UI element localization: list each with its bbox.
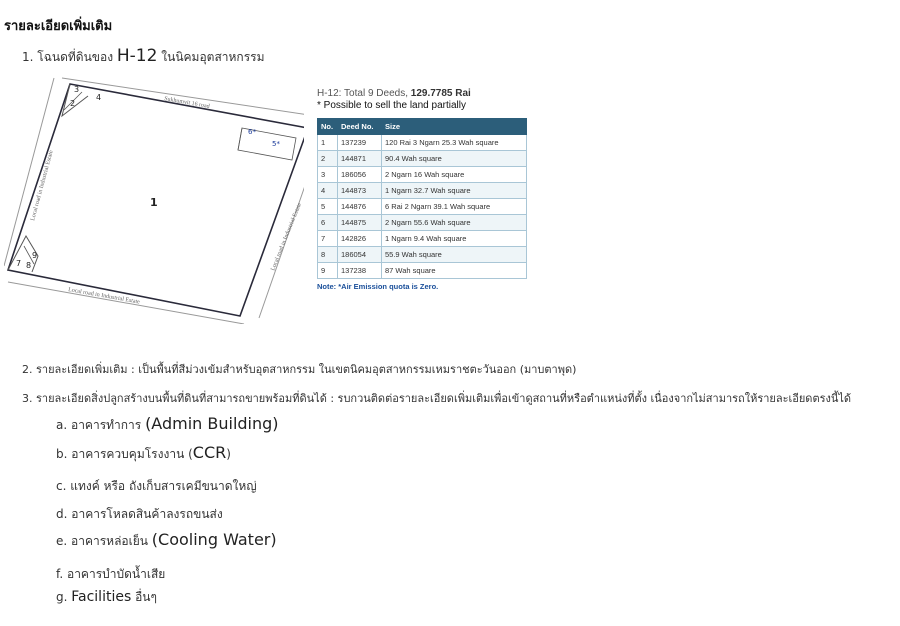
- col-no: No.: [318, 119, 338, 135]
- cell-size: 90.4 Wah square: [382, 151, 527, 167]
- table-row: [318, 167, 527, 183]
- sub-g-en: Facilities: [71, 589, 132, 605]
- sub-item-b: [56, 443, 231, 464]
- item-1-prefix: 1. โฉนดที่ดินของ: [22, 50, 117, 64]
- cell-size: 1 Ngarn 9.4 Wah square: [382, 231, 527, 247]
- cell-no: 9: [318, 263, 338, 279]
- deeds-panel: [317, 88, 527, 291]
- cell-no: 7: [318, 231, 338, 247]
- land-plot-map: [4, 76, 304, 324]
- cell-no: 1: [318, 135, 338, 151]
- item-3-buildings: 3. รายละเอียดสิ่งปลูกสร้างบนพื้นที่ดินที่สามารถขายพร้อมที่ดินได้ : รบกวนติดต่อรายละเอียดเพิ่มเติมเพื่อเข้าดูสถานที่หรือตำแหน่งที่ตั้ง เนื่องจากไม่สามารถให้รายละเอียดตรงนี้ได้: [22, 392, 852, 405]
- cell-deed: 144875: [338, 215, 382, 231]
- plot-label-8: 8: [26, 261, 32, 270]
- cell-deed: 142826: [338, 231, 382, 247]
- section-heading: รายละเอียดเพิ่มเติม: [4, 19, 113, 34]
- deeds-title: [317, 88, 527, 100]
- deeds-table-header: [318, 119, 527, 135]
- sub-b-suffix: ): [226, 447, 231, 461]
- road-label-bottom: Local road in Industrial Estate: [67, 287, 141, 306]
- plot-label-2: 2: [70, 99, 76, 108]
- table-row: [318, 263, 527, 279]
- road-label-left: Local road in Industrial Estate: [30, 149, 55, 222]
- plot-label-6: 6*: [248, 128, 256, 136]
- road-label-top: Sukhumvit 16 road: [163, 96, 210, 110]
- cell-deed: 144871: [338, 151, 382, 167]
- sub-e-en: (Cooling Water): [151, 530, 277, 549]
- table-row: [318, 135, 527, 151]
- cell-size: 2 Ngarn 55.6 Wah square: [382, 215, 527, 231]
- col-size: Size: [382, 119, 527, 135]
- cell-size: 6 Rai 2 Ngarn 39.1 Wah square: [382, 199, 527, 215]
- plot-label-9: 9: [32, 251, 38, 260]
- cell-no: 8: [318, 247, 338, 263]
- sub-item-d: d. อาคารโหลดสินค้าลงรถขนส่ง: [56, 507, 223, 521]
- deeds-title-prefix: H-12: Total 9 Deeds,: [317, 88, 411, 99]
- sub-b-en: CCR: [192, 443, 227, 462]
- cell-size: 87 Wah square: [382, 263, 527, 279]
- sub-item-a: [56, 414, 279, 435]
- item-1-suffix: ในนิคมอุตสาหกรรม: [157, 50, 265, 64]
- table-row: [318, 247, 527, 263]
- plot-label-5: 5*: [272, 140, 280, 148]
- cell-no: 3: [318, 167, 338, 183]
- sub-g-suffix: อื่นๆ: [131, 590, 157, 604]
- cell-deed: 144876: [338, 199, 382, 215]
- sub-a-en: (Admin Building): [145, 414, 279, 433]
- sub-e-prefix: e. อาคารหล่อเย็น: [56, 534, 152, 548]
- table-row: [318, 215, 527, 231]
- sub-item-e: [56, 530, 277, 551]
- cell-no: 2: [318, 151, 338, 167]
- col-deed-no: Deed No.: [338, 119, 382, 135]
- plot-code: H-12: [116, 46, 158, 66]
- cell-size: 2 Ngarn 16 Wah square: [382, 167, 527, 183]
- deeds-table: [317, 118, 527, 279]
- deeds-total-area: 129.7785 Rai: [410, 88, 471, 99]
- sub-item-g: [56, 588, 157, 607]
- cell-no: 4: [318, 183, 338, 199]
- deeds-note: Note: *Air Emission quota is Zero.: [317, 282, 439, 291]
- cell-size: 55.9 Wah square: [382, 247, 527, 263]
- sub-b-prefix: b. อาคารควบคุมโรงงาน (: [56, 447, 193, 461]
- cell-size: 1 Ngarn 32.7 Wah square: [382, 183, 527, 199]
- item-1-deed-title: [22, 46, 265, 67]
- sub-a-prefix: a. อาคารทำการ: [56, 418, 146, 432]
- table-row: [318, 183, 527, 199]
- plot-label-7: 7: [16, 259, 22, 268]
- sub-item-c: c. แทงค์ หรือ ถังเก็บสารเคมีขนาดใหญ่: [56, 479, 257, 493]
- cell-no: 5: [318, 199, 338, 215]
- road-label-right: Local road in Industrial Estate: [270, 202, 304, 272]
- cell-deed: 137238: [338, 263, 382, 279]
- table-row: [318, 151, 527, 167]
- cell-deed: 186054: [338, 247, 382, 263]
- plot-label-4: 4: [96, 93, 102, 102]
- deeds-subtitle: * Possible to sell the land partially: [317, 100, 466, 111]
- cell-deed: 137239: [338, 135, 382, 151]
- cell-deed: 186056: [338, 167, 382, 183]
- plot-label-1: 1: [150, 196, 158, 209]
- table-row: [318, 199, 527, 215]
- cell-deed: 144873: [338, 183, 382, 199]
- sub-g-prefix: g.: [56, 590, 72, 604]
- cell-size: 120 Rai 3 Ngarn 25.3 Wah square: [382, 135, 527, 151]
- plot-5-6-outline: [238, 128, 296, 160]
- table-row: [318, 231, 527, 247]
- cell-no: 6: [318, 215, 338, 231]
- item-2-details: 2. รายละเอียดเพิ่มเติม : เป็นพื้นที่สีม่วงเข้มสำหรับอุตสาหกรรม ในเขตนิคมอุตสาหกรรมเหมราชตะวันออก (มาบตาพุด): [22, 363, 577, 376]
- plot-label-3: 3: [74, 85, 80, 94]
- sub-item-f: f. อาคารบำบัดน้ำเสีย: [56, 567, 166, 581]
